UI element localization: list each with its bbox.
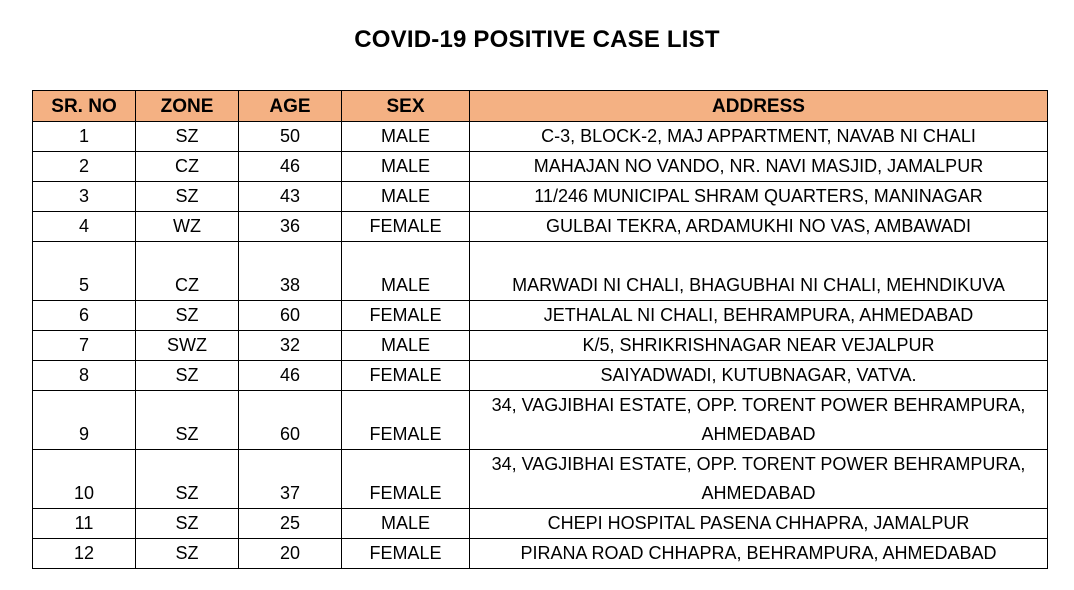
cell-sex: MALE bbox=[342, 331, 470, 361]
cell-sex: FEMALE bbox=[342, 361, 470, 391]
cell-age: 20 bbox=[239, 539, 342, 569]
cell-sex: FEMALE bbox=[342, 301, 470, 331]
cell-zone: CZ bbox=[136, 242, 239, 301]
cell-sr-no: 7 bbox=[33, 331, 136, 361]
cell-sr-no: 6 bbox=[33, 301, 136, 331]
header-age: AGE bbox=[239, 91, 342, 122]
cell-sex: MALE bbox=[342, 509, 470, 539]
cell-address: PIRANA ROAD CHHAPRA, BEHRAMPURA, AHMEDABAD bbox=[470, 539, 1048, 569]
cell-age: 50 bbox=[239, 122, 342, 152]
header-zone: ZONE bbox=[136, 91, 239, 122]
cell-address: JETHALAL NI CHALI, BEHRAMPURA, AHMEDABAD bbox=[470, 301, 1048, 331]
table-row bbox=[33, 539, 1048, 569]
table-row bbox=[33, 361, 1048, 391]
table-row bbox=[33, 182, 1048, 212]
cell-sex: FEMALE bbox=[342, 539, 470, 569]
cell-age: 25 bbox=[239, 509, 342, 539]
cell-sex: FEMALE bbox=[342, 450, 470, 509]
cell-address: 34, VAGJIBHAI ESTATE, OPP. TORENT POWER BEHRAMPURA, AHMEDABAD bbox=[491, 454, 1026, 503]
cell-age: 60 bbox=[239, 301, 342, 331]
cell-age: 46 bbox=[239, 361, 342, 391]
cell-sr-no: 11 bbox=[33, 509, 136, 539]
cell-address: MAHAJAN NO VANDO, NR. NAVI MASJID, JAMALPUR bbox=[470, 152, 1048, 182]
cell-age: 43 bbox=[239, 182, 342, 212]
cell-address: CHEPI HOSPITAL PASENA CHHAPRA, JAMALPUR bbox=[470, 509, 1048, 539]
cell-age: 32 bbox=[239, 331, 342, 361]
cell-sex: FEMALE bbox=[342, 212, 470, 242]
header-address: ADDRESS bbox=[470, 91, 1048, 122]
cell-zone: SZ bbox=[136, 361, 239, 391]
cell-sr-no: 1 bbox=[33, 122, 136, 152]
cell-age: 36 bbox=[239, 212, 342, 242]
cell-sr-no: 10 bbox=[33, 450, 136, 509]
cell-age: 60 bbox=[239, 391, 342, 450]
cell-sr-no: 5 bbox=[33, 242, 136, 301]
table-row bbox=[33, 391, 1048, 450]
cell-zone: SZ bbox=[136, 391, 239, 450]
cell-address: 11/246 MUNICIPAL SHRAM QUARTERS, MANINAGAR bbox=[470, 182, 1048, 212]
table-header-row bbox=[33, 91, 1048, 122]
cell-sr-no: 8 bbox=[33, 361, 136, 391]
header-sex: SEX bbox=[342, 91, 470, 122]
cell-sr-no: 12 bbox=[33, 539, 136, 569]
cell-zone: SZ bbox=[136, 450, 239, 509]
table-row bbox=[33, 212, 1048, 242]
cell-address: 34, VAGJIBHAI ESTATE, OPP. TORENT POWER BEHRAMPURA, AHMEDABAD bbox=[491, 395, 1026, 444]
header-sr-no: SR. NO bbox=[33, 91, 136, 122]
table-row bbox=[33, 450, 1048, 509]
cell-address-wrapper bbox=[470, 391, 1048, 450]
cell-zone: SZ bbox=[136, 509, 239, 539]
table-row bbox=[33, 301, 1048, 331]
cell-sr-no: 2 bbox=[33, 152, 136, 182]
cell-sex: MALE bbox=[342, 182, 470, 212]
cell-zone: SZ bbox=[136, 539, 239, 569]
cell-address: K/5, SHRIKRISHNAGAR NEAR VEJALPUR bbox=[470, 331, 1048, 361]
cell-age: 46 bbox=[239, 152, 342, 182]
cell-sex: MALE bbox=[342, 122, 470, 152]
cell-address: C-3, BLOCK-2, MAJ APPARTMENT, NAVAB NI CHALI bbox=[470, 122, 1048, 152]
cell-address: SAIYADWADI, KUTUBNAGAR, VATVA. bbox=[470, 361, 1048, 391]
cell-zone: SZ bbox=[136, 122, 239, 152]
table-row bbox=[33, 509, 1048, 539]
cell-zone: SZ bbox=[136, 182, 239, 212]
cell-address: MARWADI NI CHALI, BHAGUBHAI NI CHALI, MEHNDIKUVA bbox=[470, 242, 1048, 301]
cell-age: 38 bbox=[239, 242, 342, 301]
cell-sr-no: 4 bbox=[33, 212, 136, 242]
cell-address: GULBAI TEKRA, ARDAMUKHI NO VAS, AMBAWADI bbox=[470, 212, 1048, 242]
cell-age: 37 bbox=[239, 450, 342, 509]
cell-sex: MALE bbox=[342, 152, 470, 182]
cell-address-wrapper bbox=[470, 450, 1048, 509]
cell-zone: WZ bbox=[136, 212, 239, 242]
cell-sex: MALE bbox=[342, 242, 470, 301]
case-table bbox=[32, 90, 1048, 569]
cell-sr-no: 3 bbox=[33, 182, 136, 212]
cell-zone: CZ bbox=[136, 152, 239, 182]
cell-zone: SWZ bbox=[136, 331, 239, 361]
cell-sex: FEMALE bbox=[342, 391, 470, 450]
page-title: COVID-19 POSITIVE CASE LIST bbox=[354, 26, 720, 53]
table-row bbox=[33, 152, 1048, 182]
cell-zone: SZ bbox=[136, 301, 239, 331]
table-row bbox=[33, 242, 1048, 301]
table-row bbox=[33, 122, 1048, 152]
table-row bbox=[33, 331, 1048, 361]
cell-sr-no: 9 bbox=[33, 391, 136, 450]
